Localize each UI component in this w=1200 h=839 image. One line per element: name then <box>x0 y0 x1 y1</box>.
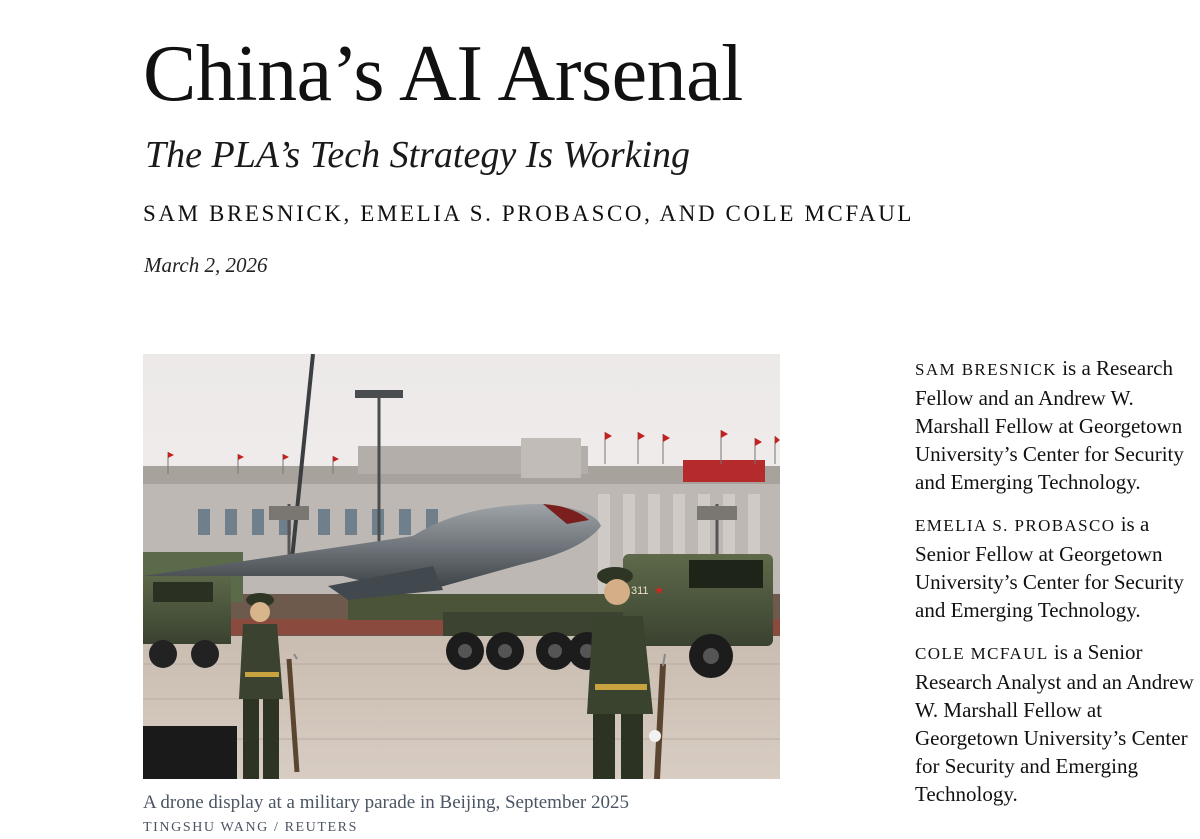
bio-line: Georgetown University’s Center <box>915 726 1188 750</box>
bio-line: University’s Center for Security <box>915 442 1184 466</box>
author-name[interactable]: SAM BRESNICK <box>915 360 1057 379</box>
article-authors[interactable]: SAM BRESNICK, EMELIA S. PROBASCO, AND COLE MCFAUL <box>143 201 915 226</box>
author-bio <box>915 638 1200 808</box>
author-bios <box>915 354 1200 822</box>
bio-line: W. Marshall Fellow at <box>915 698 1103 722</box>
bio-line: EMELIA S. PROBASCO is a <box>915 512 1150 536</box>
bio-line: COLE MCFAUL is a Senior <box>915 640 1143 664</box>
author-name[interactable]: EMELIA S. PROBASCO <box>915 516 1116 535</box>
author-bio <box>915 510 1200 624</box>
bio-line: University’s Center for Security <box>915 570 1184 594</box>
bio-line: and Emerging Technology. <box>915 470 1141 494</box>
bio-line: and Emerging Technology. <box>915 598 1141 622</box>
photo-caption: A drone display at a military parade in Beijing, September 2025 <box>143 792 629 813</box>
bio-line: SAM BRESNICK is a Research <box>915 356 1174 380</box>
publication-date: March 2, 2026 <box>144 253 268 277</box>
bio-line: for Security and Emerging <box>915 754 1138 778</box>
bio-line: Fellow and an Andrew W. <box>915 386 1134 410</box>
bio-line: Senior Fellow at Georgetown <box>915 542 1163 566</box>
photo-credit: TINGSHU WANG / REUTERS <box>143 820 358 835</box>
bio-line: Technology. <box>915 782 1018 806</box>
article-title: China’s AI Arsenal <box>143 30 743 118</box>
bio-line: Research Analyst and an Andrew <box>915 670 1194 694</box>
author-bio <box>915 354 1200 496</box>
lead-photo <box>143 354 780 779</box>
article-subtitle: The PLA’s Tech Strategy Is Working <box>145 134 691 176</box>
author-name[interactable]: COLE MCFAUL <box>915 644 1049 663</box>
vehicle-number: 311 <box>631 585 649 597</box>
bio-line: Marshall Fellow at Georgetown <box>915 414 1183 438</box>
